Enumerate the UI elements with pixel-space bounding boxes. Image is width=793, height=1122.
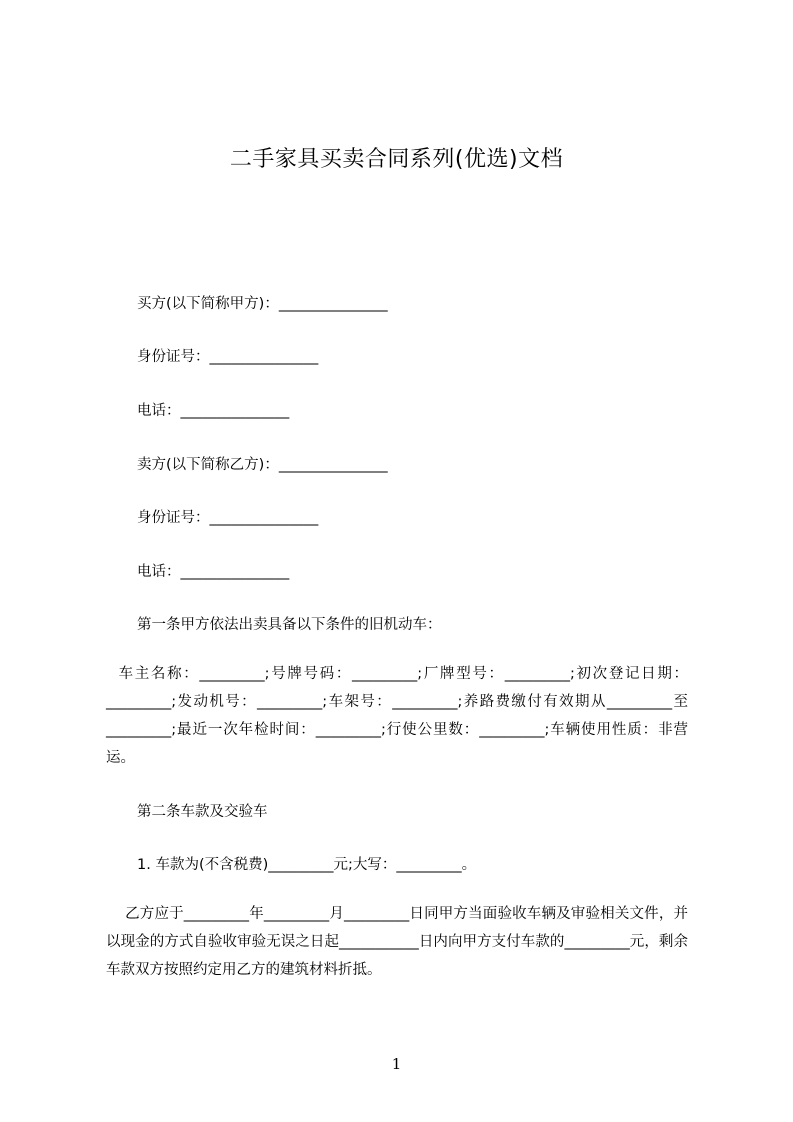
payment-paragraph: 乙方应于_________年_________月_________日同甲方当面验收车辆及审验相关文件，并以现金的方式自验收审验无误之日起___________日内向甲方支付车款的_________元，剩余车款双方按照约定用乙方的建筑材料折抵。 <box>106 906 688 978</box>
page-number: 1 <box>391 1055 402 1073</box>
buyer-id-line: 身份证号：_______________ <box>137 349 319 365</box>
seller-id-line: 身份证号：_______________ <box>137 510 319 526</box>
buyer-line: 买方(以下简称甲方)：_______________ <box>137 296 388 312</box>
seller-line: 卖方(以下简称乙方)：_______________ <box>137 457 388 473</box>
article1-heading: 第一条甲方依法出卖具备以下条件的旧机动车： <box>137 617 442 633</box>
article1-body: 车主名称：_________;号牌号码：_________;厂牌型号：_________;初次登记日期：_________;发动机号：_________;车架号：_________;养路费缴付有效期从_________至_________;最近一次年检时间：_________;行使公里数：_________;车辆使用性质：非营运。 <box>106 666 689 766</box>
item-1-price: 1. 车款为(不含税费)_________元;大写：_________。 <box>137 857 477 873</box>
article2-heading: 第二条车款及交验车 <box>137 804 268 820</box>
buyer-phone-line: 电话：_______________ <box>137 403 290 419</box>
document-title: 二手家具买卖合同系列(优选)文档 <box>229 147 564 172</box>
seller-phone-line: 电话：_______________ <box>137 564 290 580</box>
